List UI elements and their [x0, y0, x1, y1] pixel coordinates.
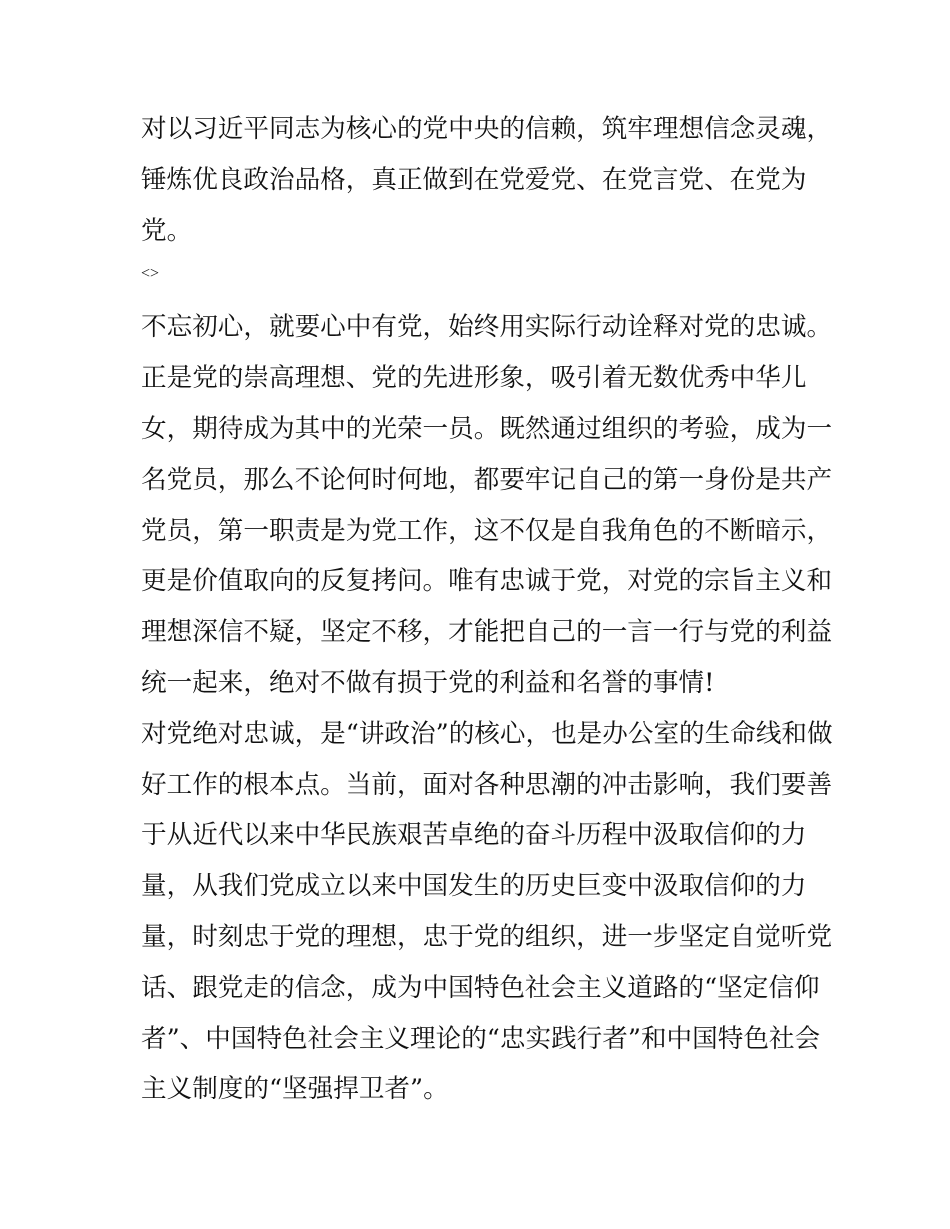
paragraph-marker [141, 256, 813, 292]
text-line: 对以习近平同志为核心的党中央的信赖，筑牢理想信念灵魂， [141, 114, 833, 144]
text-line: 对党绝对忠诚，是“讲政治”的核心，也是办公室的生命线和做 [141, 718, 833, 749]
text-line: 话、跟党走的信念，成为中国特色社会主义道路的“坚定信仰 [141, 972, 820, 1003]
text-line: 名党员，那么不论何时何地，都要牢记自己的第一身份是共产 [141, 464, 833, 495]
text-line: 于从近代以来中华民族艰苦卓绝的奋斗历程中汲取信仰的力 [141, 820, 807, 851]
text-line: 主义制度的“坚强捍卫者”。 [141, 1074, 449, 1105]
text-line: 不忘初心，就要心中有党，始终用实际行动诠释对党的忠诚。 [141, 312, 833, 343]
text-line: 理想深信不疑，坚定不移，才能把自己的一言一行与党的利益 [141, 617, 833, 648]
text-line: 好工作的根本点。当前，面对各种思潮的冲击影响，我们要善 [141, 769, 833, 800]
text-line: <> [141, 265, 160, 283]
document-body [141, 104, 833, 1115]
text-line: 量，时刻忠于党的理想，忠于党的组织，进一步坚定自觉听党 [141, 921, 833, 952]
paragraph-3 [141, 709, 833, 1115]
text-line: 党。 [141, 215, 193, 246]
text-line: 量，从我们党成立以来中国发生的历史巨变中汲取信仰的力 [141, 871, 807, 902]
text-line: 者”、中国特色社会主义理论的“忠实践行者”和中国特色社会 [141, 1023, 821, 1054]
text-line: 女，期待成为其中的光荣一员。既然通过组织的考验，成为一 [141, 413, 833, 444]
text-line: 更是价值取向的反复拷问。唯有忠诚于党，对党的宗旨主义和 [141, 566, 833, 597]
text-line: 正是党的崇高理想、党的先进形象，吸引着无数优秀中华儿 [141, 363, 807, 394]
paragraph-2 [141, 302, 833, 708]
text-line: 锤炼优良政治品格，真正做到在党爱党、在党言党、在党为 [141, 164, 807, 195]
paragraph-1 [141, 104, 833, 256]
text-line: 统一起来，绝对不做有损于党的利益和名誉的事情! [141, 667, 715, 698]
text-line: 党员，第一职责是为党工作，这不仅是自我角色的不断暗示， [141, 515, 833, 546]
